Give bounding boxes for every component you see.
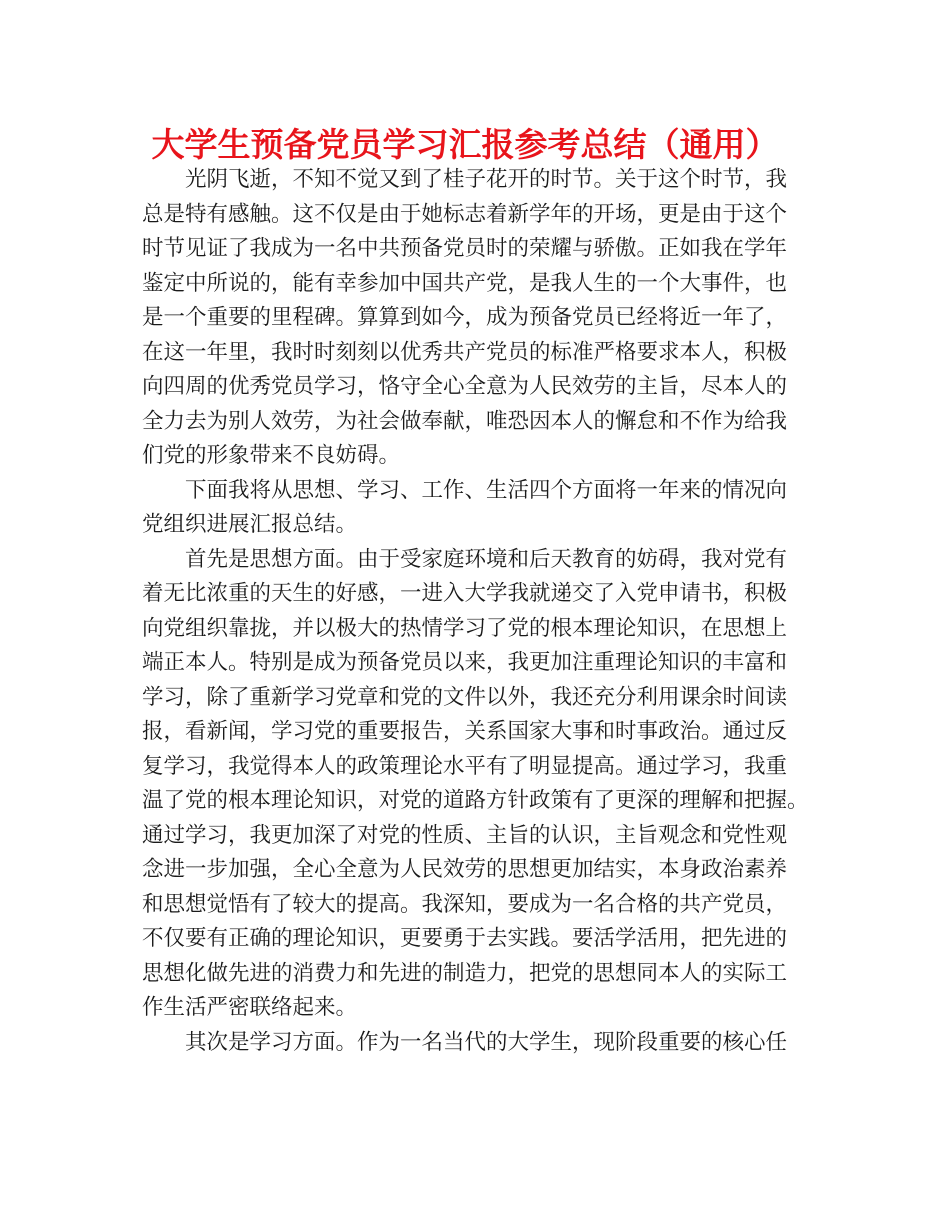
text-line: 和思想觉悟有了较大的提高。我深知，要成为一名合格的共产党员， bbox=[142, 891, 788, 917]
text-line: 首先是思想方面。由于受家庭环境和后天教育的妨碍，我对党有 bbox=[185, 546, 788, 572]
text-line: 下面我将从思想、学习、工作、生活四个方面将一年来的情况向 bbox=[185, 477, 788, 503]
text-line: 向四周的优秀党员学习，恪守全心全意为人民效劳的主旨，尽本人的 bbox=[142, 374, 788, 399]
text-line: 报，看新闻，学习党的重要报告，关系国家大事和时事政治。通过反 bbox=[142, 719, 788, 744]
text-line: 念进一步加强，全心全意为人民效劳的思想更加结实，本身政治素养 bbox=[142, 857, 788, 882]
text-line: 温了党的根本理论知识，对党的道路方针政策有了更深的理解和把握。 bbox=[142, 788, 809, 813]
text-line: 复学习，我觉得本人的政策理论水平有了明显提高。通过学习，我重 bbox=[142, 753, 788, 779]
text-line: 时节见证了我成为一名中共预备党员时的荣耀与骄傲。正如我在学年 bbox=[142, 236, 788, 261]
text-line: 作生活严密联络起来。 bbox=[142, 995, 358, 1020]
text-line: 端正本人。特别是成为预备党员以来，我更加注重理论知识的丰富和 bbox=[142, 650, 788, 675]
text-line: 通过学习，我更加深了对党的性质、主旨的认识，主旨观念和党性观 bbox=[142, 822, 788, 848]
text-line: 学习，除了重新学习党章和党的文件以外，我还充分利用课余时间读 bbox=[142, 684, 788, 710]
text-line: 党组织进展汇报总结。 bbox=[142, 512, 358, 537]
text-line: 不仅要有正确的理论知识，更要勇于去实践。要活学活用，把先进的 bbox=[142, 926, 788, 951]
text-line: 鉴定中所说的，能有幸参加中国共产党，是我人生的一个大事件，也 bbox=[142, 270, 788, 296]
text-line: 思想化做先进的消费力和先进的制造力，把党的思想同本人的实际工 bbox=[142, 960, 788, 986]
text-line: 们党的形象带来不良妨碍。 bbox=[142, 443, 401, 468]
text-line: 向党组织靠拢，并以极大的热情学习了党的根本理论知识，在思想上 bbox=[142, 615, 788, 641]
text-line: 全力去为别人效劳，为社会做奉献，唯恐因本人的懈怠和不作为给我 bbox=[142, 408, 788, 434]
text-line: 着无比浓重的天生的好感，一进入大学我就递交了入党申请书，积极 bbox=[142, 581, 788, 606]
document-title: 大学生预备党员学习汇报参考总结（通用） bbox=[151, 125, 779, 164]
document-body bbox=[142, 163, 817, 1060]
text-line: 是一个重要的里程碑。算算到如今，成为预备党员已经将近一年了， bbox=[142, 305, 788, 330]
text-line: 在这一年里，我时时刻刻以优秀共产党员的标准严格要求本人，积极 bbox=[142, 339, 788, 365]
text-line: 其次是学习方面。作为一名当代的大学生，现阶段重要的核心任 bbox=[185, 1029, 788, 1055]
text-line: 光阴飞逝，不知不觉又到了桂子花开的时节。关于这个时节，我 bbox=[185, 167, 788, 192]
text-line: 总是特有感触。这不仅是由于她标志着新学年的开场，更是由于这个 bbox=[142, 201, 788, 227]
